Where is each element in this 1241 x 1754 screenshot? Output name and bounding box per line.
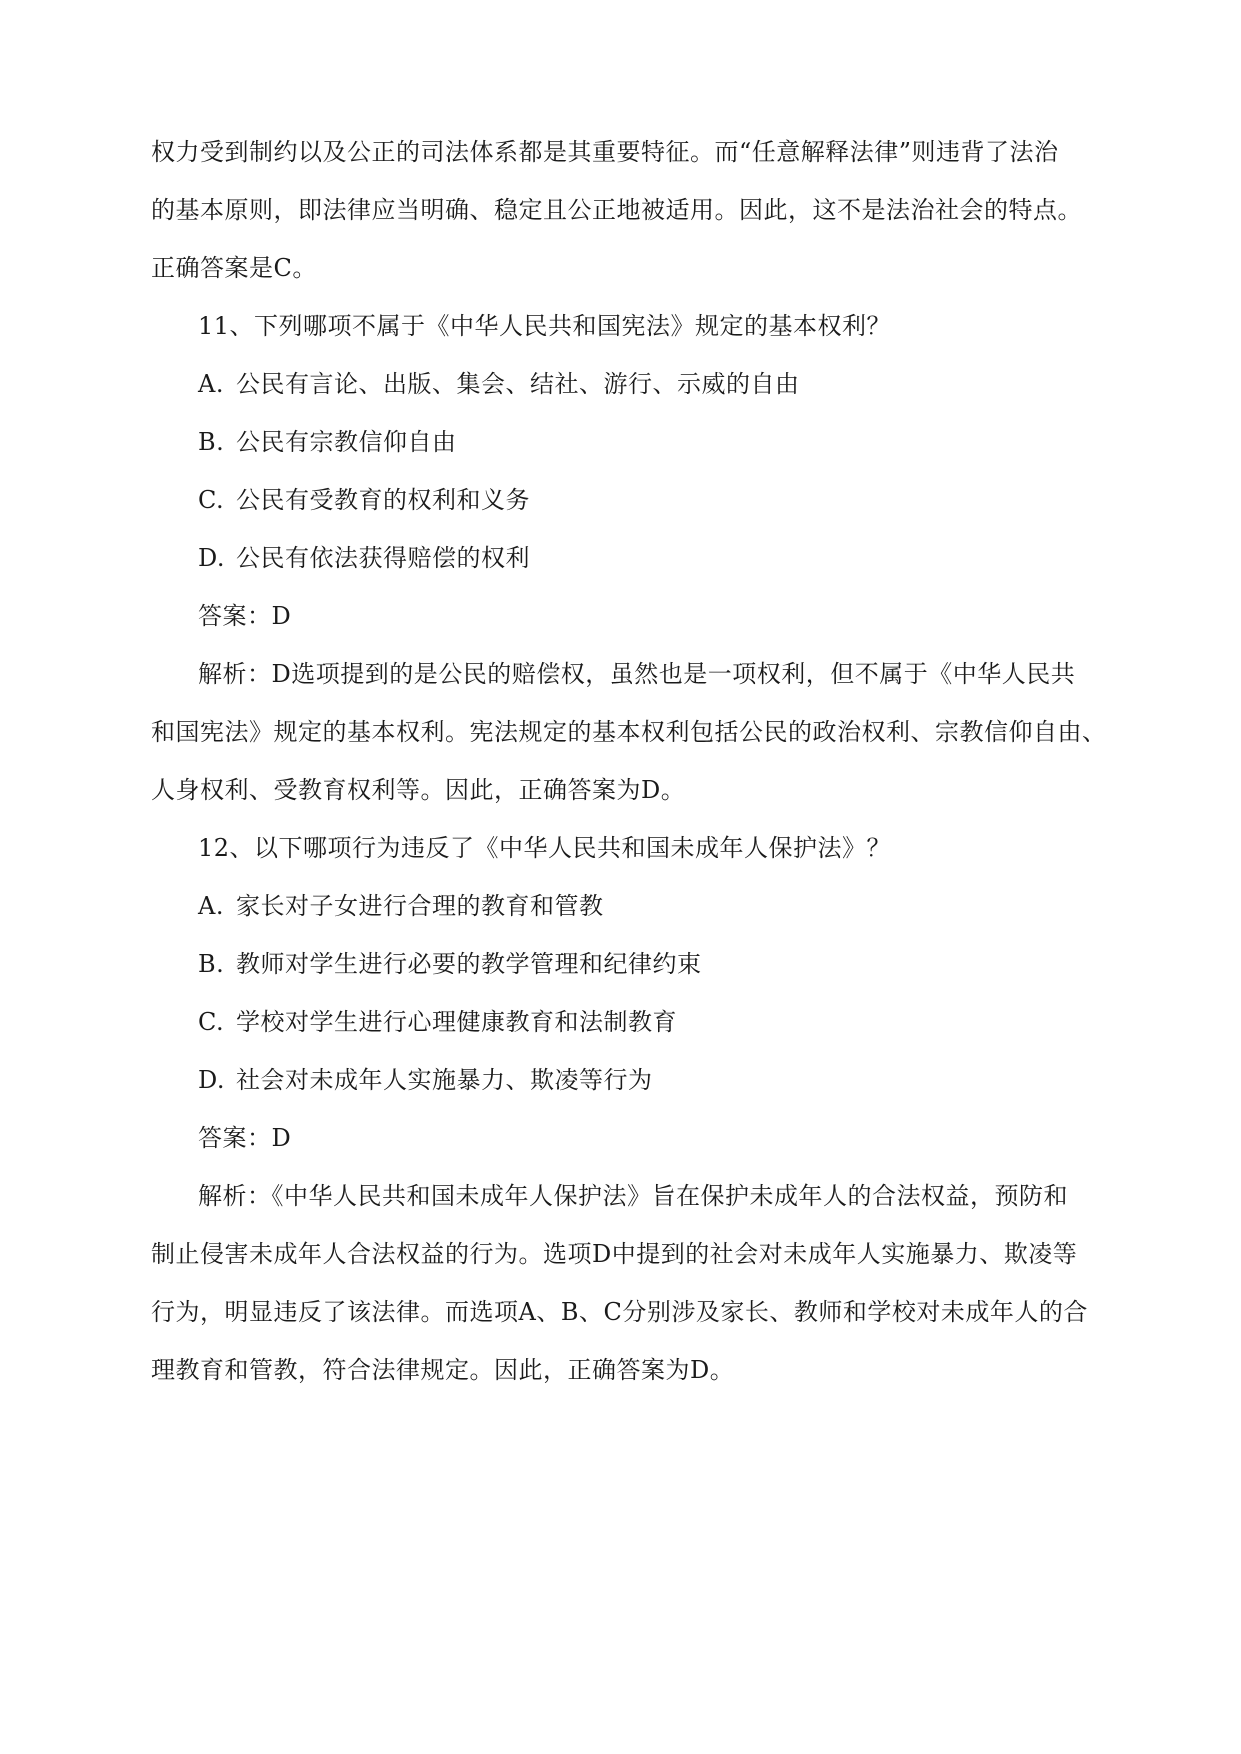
option-text: 公民有依法获得赔偿的权利 bbox=[236, 544, 530, 572]
option-letter: C. bbox=[198, 1008, 225, 1036]
answer-line: 答案：D bbox=[198, 1124, 292, 1152]
paragraph-line: 正确答案是C。 bbox=[151, 254, 317, 282]
option-c bbox=[198, 484, 530, 516]
analysis-line: 行为，明显违反了该法律。而选项A、B、C分别涉及家长、教师和学校对未成年人的合 bbox=[151, 1298, 1088, 1326]
option-letter: A. bbox=[198, 370, 224, 398]
option-text: 教师对学生进行必要的教学管理和纪律约束 bbox=[236, 950, 702, 978]
option-a bbox=[198, 368, 800, 400]
option-letter: B. bbox=[198, 428, 225, 456]
option-letter: A. bbox=[198, 892, 224, 920]
option-letter: C. bbox=[198, 486, 225, 514]
analysis-line: 解析：D选项提到的是公民的赔偿权，虽然也是一项权利，但不属于《中华人民共 bbox=[198, 660, 1076, 688]
option-b bbox=[198, 426, 457, 458]
option-letter: B. bbox=[198, 950, 225, 978]
analysis-line: 制止侵害未成年人合法权益的行为。选项D中提到的社会对未成年人实施暴力、欺凌等 bbox=[151, 1240, 1078, 1268]
option-letter: D. bbox=[198, 1066, 226, 1094]
question-stem: 11、下列哪项不属于《中华人民共和国宪法》规定的基本权利？ bbox=[198, 312, 892, 340]
option-letter: D. bbox=[198, 544, 226, 572]
answer-line: 答案：D bbox=[198, 602, 292, 630]
option-text: 家长对子女进行合理的教育和管教 bbox=[236, 892, 604, 920]
option-a bbox=[198, 890, 604, 922]
analysis-line: 理教育和管教，符合法律规定。因此，正确答案为D。 bbox=[151, 1356, 735, 1384]
option-text: 公民有宗教信仰自由 bbox=[236, 428, 457, 456]
option-text: 学校对学生进行心理健康教育和法制教育 bbox=[236, 1008, 677, 1036]
analysis-line: 人身权利、受教育权利等。因此，正确答案为D。 bbox=[151, 776, 686, 804]
option-b bbox=[198, 948, 702, 980]
analysis-line: 和国宪法》规定的基本权利。宪法规定的基本权利包括公民的政治权利、宗教信仰自由、 bbox=[151, 718, 1107, 746]
analysis-line: 解析：《中华人民共和国未成年人保护法》旨在保护未成年人的合法权益，预防和 bbox=[198, 1182, 1068, 1210]
option-d bbox=[198, 1064, 653, 1096]
question-stem: 12、以下哪项行为违反了《中华人民共和国未成年人保护法》？ bbox=[198, 834, 892, 862]
option-text: 公民有言论、出版、集会、结社、游行、示威的自由 bbox=[236, 370, 800, 398]
option-d bbox=[198, 542, 530, 574]
paragraph-line: 的基本原则，即法律应当明确、稳定且公正地被适用。因此，这不是法治社会的特点。 bbox=[151, 196, 1082, 224]
paragraph-line: 权力受到制约以及公正的司法体系都是其重要特征。而“任意解释法律”则违背了法治 bbox=[151, 138, 1059, 166]
option-text: 社会对未成年人实施暴力、欺凌等行为 bbox=[236, 1066, 653, 1094]
option-text: 公民有受教育的权利和义务 bbox=[236, 486, 530, 514]
option-c bbox=[198, 1006, 677, 1038]
